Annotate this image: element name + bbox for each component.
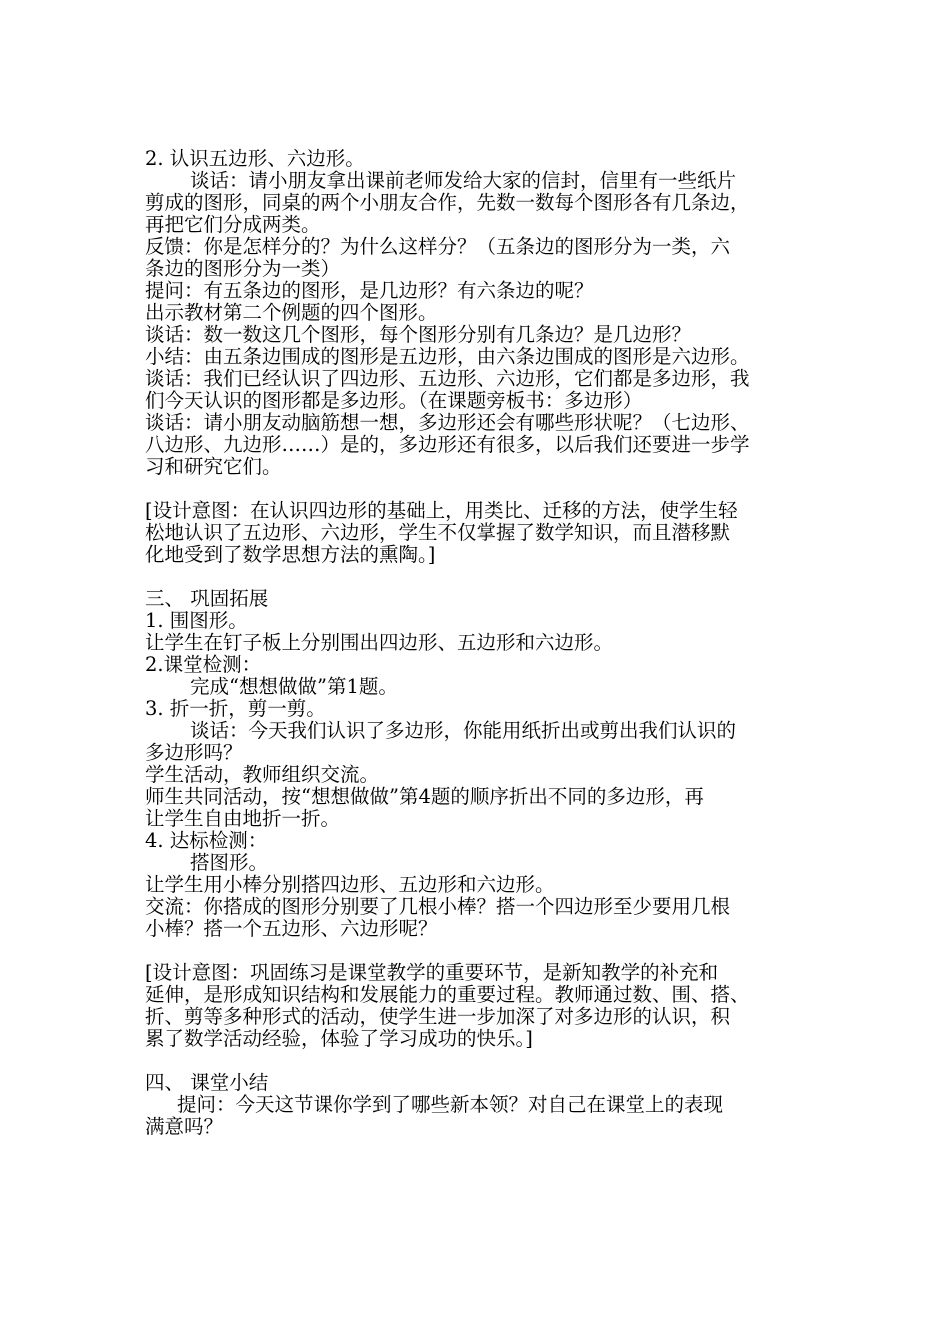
text-line: 松地认识了五边形、六边形，学生不仅掌握了数学知识，而且潜移默 bbox=[145, 521, 731, 544]
blank-line bbox=[145, 478, 825, 500]
text-line: 学生活动，教师组织交流。 bbox=[145, 763, 380, 786]
text-line: 2.课堂检测： bbox=[145, 653, 262, 676]
text-line: 让学生用小棒分别搭四边形、五边形和六边形。 bbox=[145, 873, 555, 896]
text-line: 让学生在钉子板上分别围出四边形、五边形和六边形。 bbox=[145, 631, 614, 654]
text-line: 延伸，是形成知识结构和发展能力的重要过程。教师通过数、围、搭、 bbox=[145, 983, 750, 1006]
text-line: 3. 折一折，剪一剪。 bbox=[145, 697, 326, 720]
text-line: 搭图形。 bbox=[190, 851, 269, 874]
text-line: 谈话：今天我们认识了多边形，你能用纸折出或剪出我们认识的 bbox=[190, 719, 737, 742]
text-line: 谈话：我们已经认识了四边形、五边形、六边形，它们都是多边形，我 bbox=[145, 367, 750, 390]
text-line: 八边形、九边形……）是的，多边形还有很多，以后我们还要进一步学 bbox=[145, 433, 750, 456]
text-line: 多边形吗？ bbox=[145, 741, 243, 764]
text-line: 交流：你搭成的图形分别要了几根小棒？搭一个四边形至少要用几根 bbox=[145, 895, 731, 918]
text-line: 提问：有五条边的图形，是几边形？有六条边的呢？ bbox=[145, 279, 594, 302]
text-line: 谈话：请小朋友动脑筋想一想，多边形还会有哪些形状呢？（七边形、 bbox=[145, 411, 750, 434]
text-line: 谈话：请小朋友拿出课前老师发给大家的信封，信里有一些纸片 bbox=[190, 169, 737, 192]
text-line: [设计意图：在认识四边形的基础上，用类比、迁移的方法，使学生轻 bbox=[145, 499, 738, 522]
text-line: 习和研究它们。 bbox=[145, 455, 282, 478]
text-line: 小棒？搭一个五边形、六边形呢？ bbox=[145, 917, 438, 940]
text-line: 反馈：你是怎样分的？为什么这样分？（五条边的图形分为一类，六 bbox=[145, 235, 731, 258]
text-line: 四、 课堂小结 bbox=[145, 1071, 269, 1094]
text-line: 累了数学活动经验，体验了学习成功的快乐。] bbox=[145, 1027, 533, 1050]
text-line: 完成“想想做做”第1题。 bbox=[190, 675, 398, 698]
blank-line bbox=[145, 940, 825, 962]
blank-line bbox=[145, 566, 825, 588]
text-line: 小结：由五条边围成的图形是五边形，由六条边围成的图形是六边形。 bbox=[145, 345, 750, 368]
text-line: [设计意图：巩固练习是课堂教学的重要环节，是新知教学的补充和 bbox=[145, 961, 719, 984]
text-line: 出示教材第二个例题的四个图形。 bbox=[145, 301, 438, 324]
text-line: 折、剪等多种形式的活动，使学生进一步加深了对多边形的认识，积 bbox=[145, 1005, 731, 1028]
text-line: 再把它们分成两类。 bbox=[145, 213, 321, 236]
text-line: 条边的图形分为一类） bbox=[145, 257, 341, 280]
text-line: 2. 认识五边形、六边形。 bbox=[145, 147, 365, 170]
text-line: 化地受到了数学思想方法的熏陶。] bbox=[145, 543, 436, 566]
text-line: 4. 达标检测： bbox=[145, 829, 268, 852]
text-line: 满意吗？ bbox=[145, 1115, 224, 1138]
text-line: 三、 巩固拓展 bbox=[145, 587, 269, 610]
blank-line bbox=[145, 1050, 825, 1072]
text-line: 谈话：数一数这几个图形，每个图形分别有几条边？是几边形？ bbox=[145, 323, 692, 346]
text-line: 让学生自由地折一折。 bbox=[145, 807, 341, 830]
text-line: 提问：今天这节课你学到了哪些新本领？对自己在课堂上的表现 bbox=[177, 1093, 724, 1116]
text-line: 剪成的图形，同桌的两个小朋友合作，先数一数每个图形各有几条边， bbox=[145, 191, 750, 214]
text-line: 师生共同活动，按“想想做做”第4题的顺序折出不同的多边形，再 bbox=[145, 785, 704, 808]
document-body bbox=[145, 148, 825, 1138]
text-line: 1. 围图形。 bbox=[145, 609, 248, 632]
text-line: 们今天认识的图形都是多边形。（在课题旁板书：多边形） bbox=[145, 389, 643, 412]
